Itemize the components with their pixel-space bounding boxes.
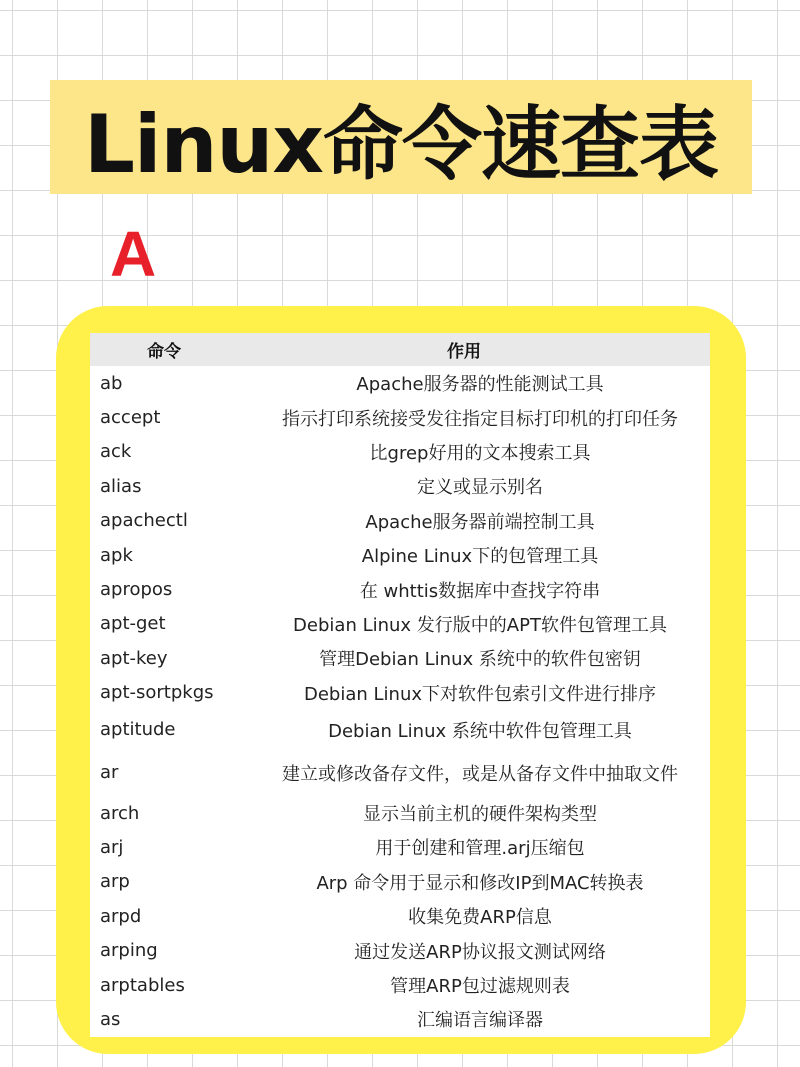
- command-cell: arpd: [100, 905, 142, 927]
- description-cell: 用于创建和管理.arj压缩包: [375, 838, 585, 860]
- command-cell: apt-key: [100, 647, 168, 669]
- description-cell: Debian Linux 系统中软件包管理工具: [328, 720, 632, 742]
- description-cell: 收集免费ARP信息: [408, 907, 552, 929]
- command-cell: apk: [100, 544, 133, 566]
- header-command: 命令: [147, 342, 181, 362]
- table-row: [90, 676, 710, 710]
- table-row: [90, 504, 710, 538]
- table-row: [90, 435, 710, 469]
- table-row: [90, 641, 710, 675]
- description-cell: 管理ARP包过滤规则表: [390, 976, 570, 998]
- command-cell: ab: [100, 372, 123, 394]
- command-cell: apachectl: [100, 510, 188, 532]
- section-letter: A: [110, 218, 157, 290]
- description-cell: Debian Linux 发行版中的APT软件包管理工具: [293, 614, 667, 636]
- command-cell: apt-sortpkgs: [100, 682, 214, 704]
- command-cell: arptables: [100, 974, 185, 996]
- table-row: [90, 899, 710, 933]
- command-cell: arj: [100, 836, 124, 858]
- command-cell: apropos: [100, 579, 173, 601]
- command-cell: arp: [100, 871, 130, 893]
- table-row: [90, 830, 710, 864]
- description-cell: 指示打印系统接受发往指定目标打印机的打印任务: [282, 408, 678, 430]
- table-header: [90, 333, 710, 366]
- command-cell: ack: [100, 441, 132, 463]
- table-row: [90, 865, 710, 899]
- description-cell: 显示当前主机的硬件架构类型: [363, 804, 597, 826]
- description-cell: 比grep好用的文本搜索工具: [369, 442, 591, 464]
- description-cell: 定义或显示别名: [417, 477, 543, 499]
- table-row: [90, 968, 710, 1002]
- table-row: [90, 710, 710, 750]
- description-cell: Apache服务器前端控制工具: [365, 511, 595, 533]
- command-table: [90, 333, 710, 1037]
- command-cell: arch: [100, 802, 140, 824]
- command-cell: as: [100, 1008, 121, 1030]
- command-cell: apt-get: [100, 613, 166, 635]
- table-row: [90, 607, 710, 641]
- table-row: [90, 796, 710, 830]
- description-cell: 建立或修改备存文件，或是从备存文件中抽取文件: [282, 763, 678, 785]
- description-cell: Arp 命令用于显示和修改IP到MAC转换表: [316, 872, 644, 894]
- table-body: [90, 366, 710, 1037]
- table-row: [90, 400, 710, 434]
- title-banner: [50, 80, 752, 194]
- table-row: [90, 933, 710, 967]
- description-cell: 通过发送ARP协议报文测试网络: [354, 941, 606, 963]
- command-cell: accept: [100, 407, 161, 429]
- page-title: Linux命令速查表: [84, 97, 718, 191]
- table-row: [90, 572, 710, 606]
- description-cell: 在 whttis数据库中查找字符串: [359, 580, 601, 602]
- description-cell: Debian Linux下对软件包索引文件进行排序: [303, 683, 657, 705]
- description-cell: 管理Debian Linux 系统中的软件包密钥: [319, 649, 641, 671]
- command-cell: alias: [100, 475, 142, 497]
- command-cell: arping: [100, 940, 158, 962]
- table-row: [90, 1002, 710, 1036]
- table-row: [90, 538, 710, 572]
- header-purpose: 作用: [447, 342, 481, 362]
- table-row: [90, 750, 710, 796]
- description-cell: Alpine Linux下的包管理工具: [361, 546, 599, 568]
- command-cell: aptitude: [100, 719, 176, 741]
- table-row: [90, 469, 710, 503]
- command-cell: ar: [100, 762, 119, 784]
- description-cell: Apache服务器的性能测试工具: [356, 374, 604, 396]
- table-row: [90, 366, 710, 400]
- description-cell: 汇编语言编译器: [417, 1010, 543, 1032]
